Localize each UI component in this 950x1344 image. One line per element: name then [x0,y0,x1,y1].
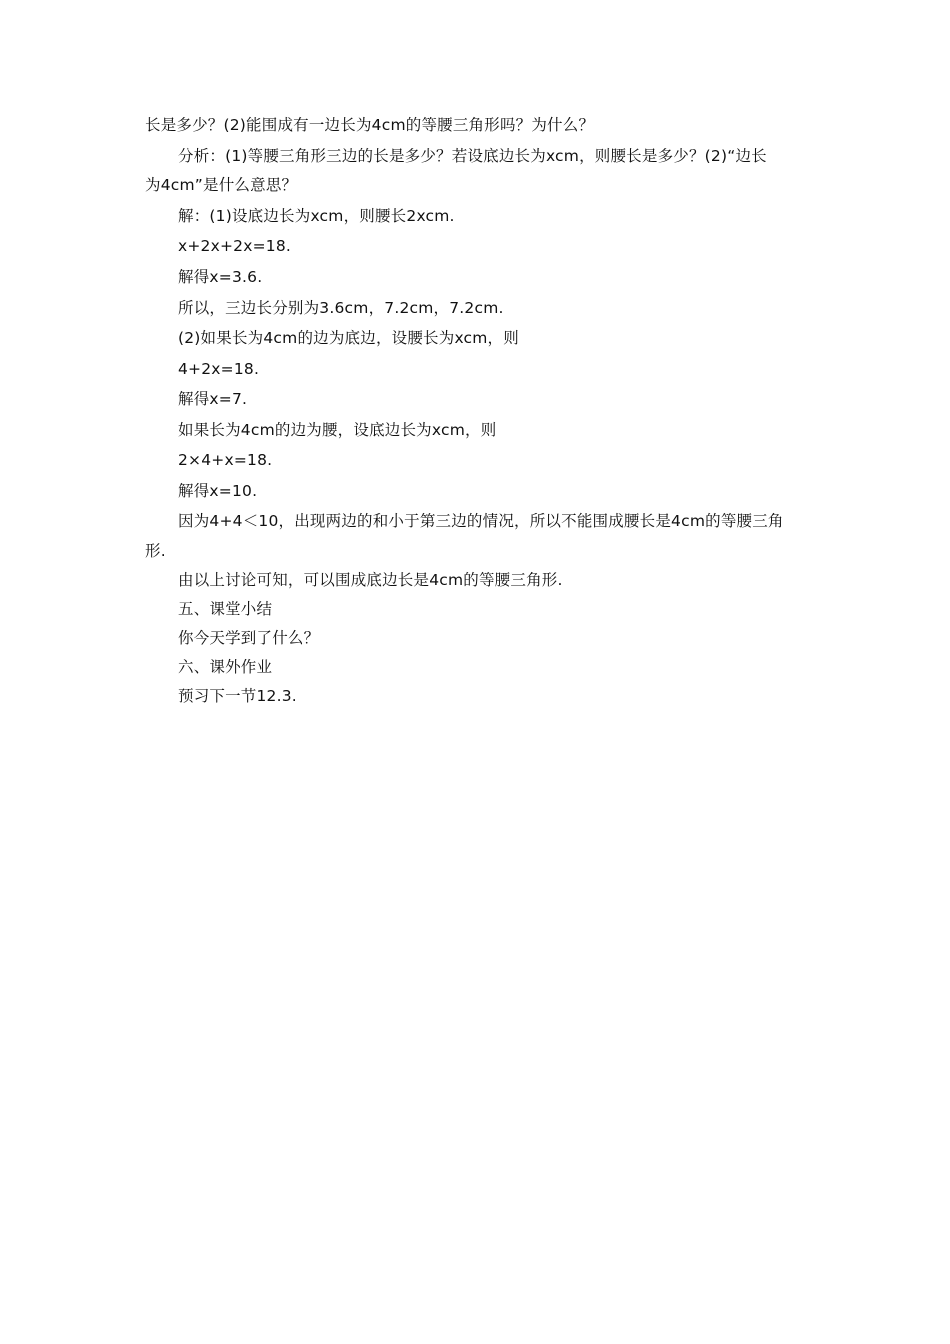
question-continuation-line: 长是多少？(2)能围成有一边长为4cm的等腰三角形吗？为什么？ [145,116,595,134]
analysis-line: 分析：(1)等腰三角形三边的长是多少？若设底边长为xcm，则腰长是多少？(2)“边长 [178,147,767,165]
summary-question-line: 你今天学到了什么？ [178,629,320,647]
conclusion-line: 由以上讨论可知，可以围成底边长是4cm的等腰三角形. [178,571,563,589]
equation-line-1: x+2x+2x=18. [178,237,292,255]
result-line-1: 解得x=3.6. [178,268,263,286]
section-heading-summary: 五、课堂小结 [178,600,273,618]
solution-intro-line: 解：(1)设底边长为xcm，则腰长2xcm. [178,207,455,225]
result-line-2: 解得x=7. [178,390,248,408]
sides-result-line: 所以，三边长分别为3.6cm，7.2cm，7.2cm. [178,299,504,317]
analysis-continuation-line: 为4cm”是什么意思？ [145,176,298,194]
section-heading-homework: 六、课外作业 [178,658,273,676]
triangle-inequality-line: 因为4+4＜10，出现两边的和小于第三边的情况，所以不能围成腰长是4cm的等腰三角 [178,512,784,530]
case-base-line: (2)如果长为4cm的边为底边，设腰长为xcm，则 [178,329,519,347]
equation-line-2: 4+2x=18. [178,360,260,378]
result-line-3: 解得x=10. [178,482,258,500]
equation-line-3: 2×4+x=18. [178,451,273,469]
triangle-inequality-continuation-line: 形. [145,542,166,560]
case-leg-line: 如果长为4cm的边为腰，设底边长为xcm，则 [178,421,497,439]
homework-line: 预习下一节12.3. [178,687,297,705]
